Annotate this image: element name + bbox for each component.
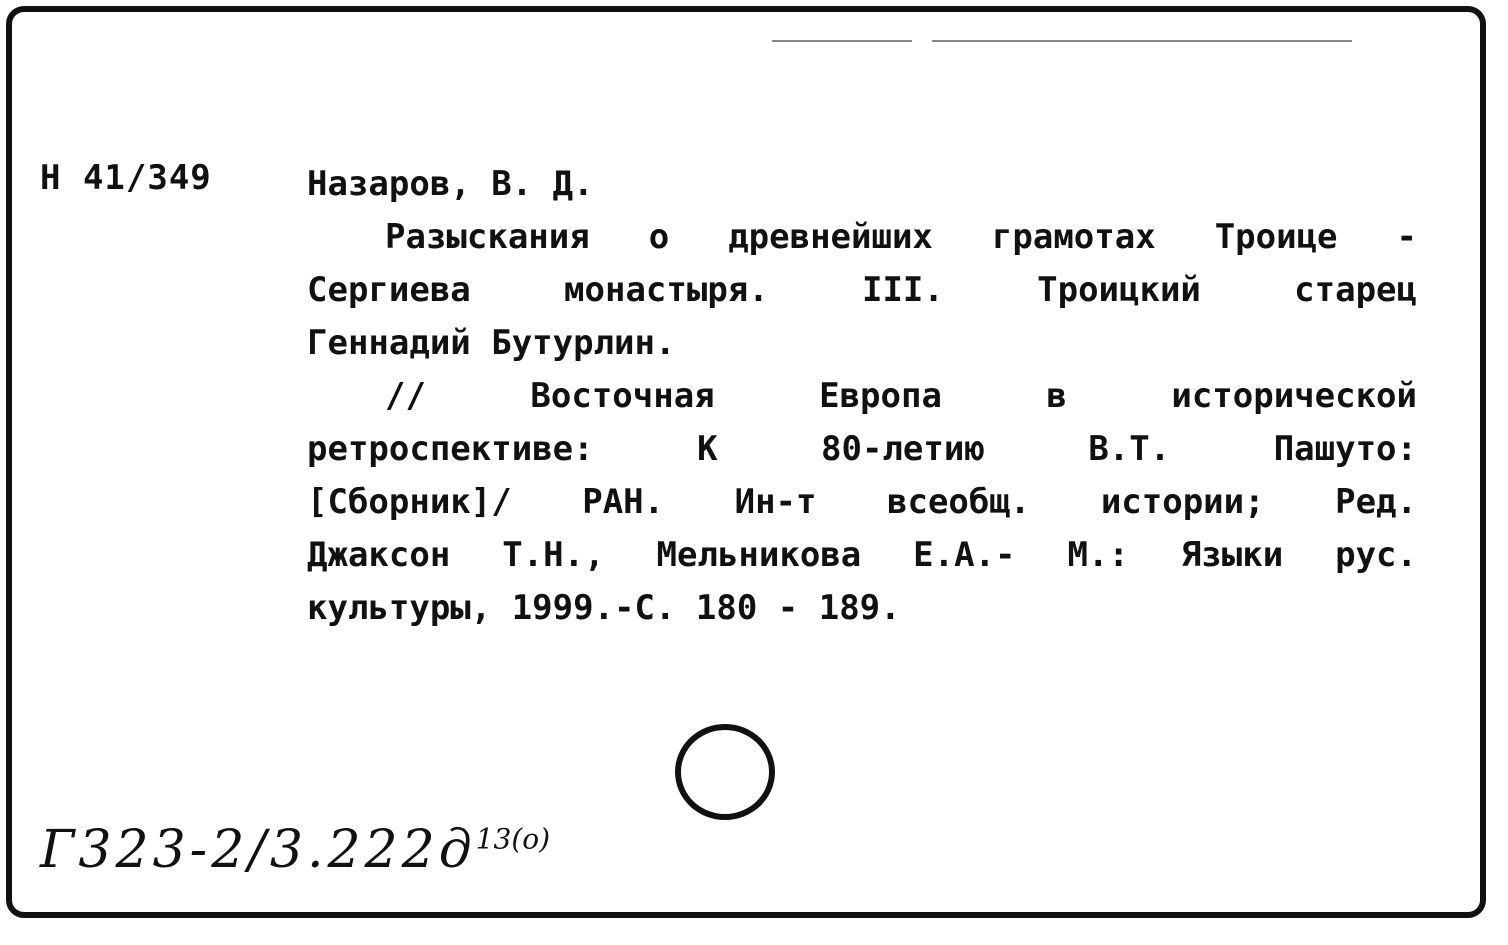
body-line-title-end: Геннадий Бутурлин. [307, 323, 676, 363]
top-dotted-rule [772, 40, 912, 42]
body-line-imprint: культуры, 1999.-С. 180 - 189. [307, 588, 901, 628]
body-line-title-cont: Сергиева монастыря. III. Троицкий старец [307, 270, 1417, 310]
classmark-main: Г323-2/3.222д [40, 820, 476, 880]
author-heading: Назаров, В. Д. [307, 164, 594, 204]
card-body [307, 158, 1417, 635]
body-line-publisher: [Сборник]/ РАН. Ин-т всеобщ. истории; Ред. [307, 482, 1417, 522]
body-line-editors: Джаксон Т.Н., Мельникова Е.А.- М.: Языки рус. [307, 535, 1417, 575]
classmark-superscript: 13(о) [475, 822, 551, 856]
shelf-mark: Н 41/349 [40, 158, 212, 198]
body-line-source-cont: ретроспективе: К 80-летию В.Т. Пашуто: [307, 429, 1417, 469]
handwritten-classmark [40, 820, 550, 880]
body-line-source: // Восточная Европа в исторической [385, 376, 1417, 416]
card-punch-hole [675, 724, 775, 820]
top-dotted-rule [932, 40, 1352, 42]
body-line-title: Разыскания о древнейших грамотах Троице - [385, 217, 1417, 257]
